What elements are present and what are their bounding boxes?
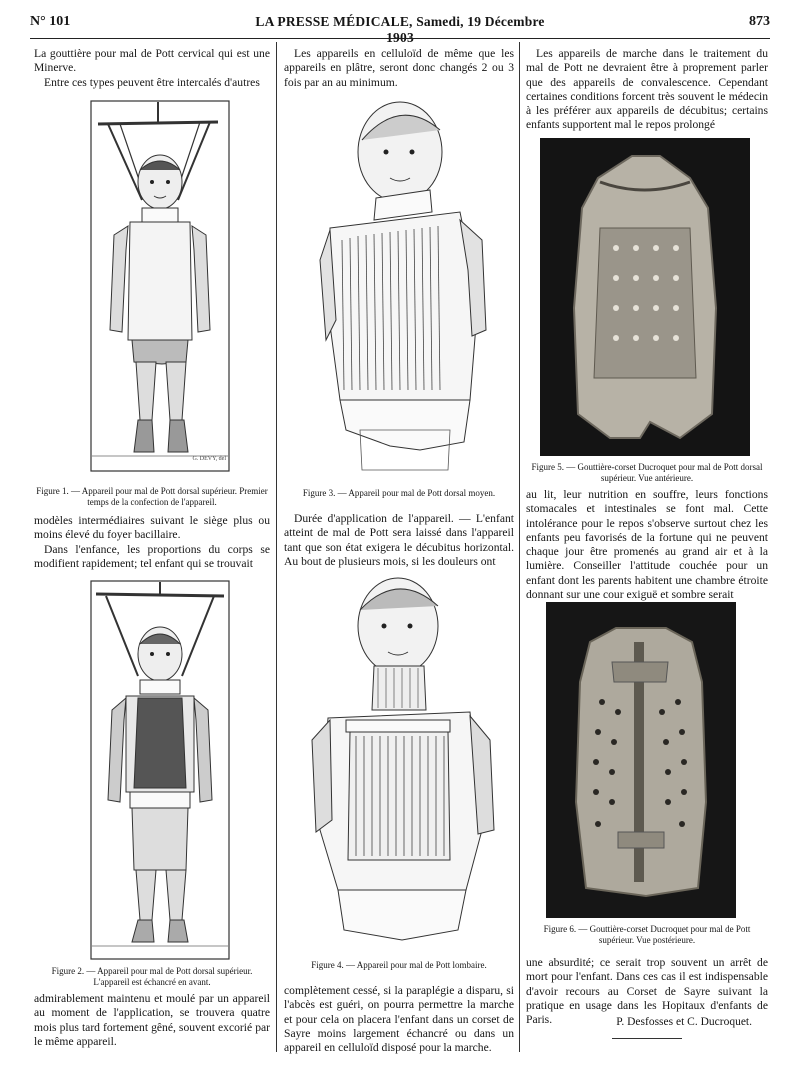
paragraph: au lit, leur nutrition en souffre, leurs fonctions stomacales et intestinales se font mal. Cette intolérance pour le repos s'observe surtout chez les enfants peu favorisés de la fortune qui ne peuvent chaque jour être promenés au grand air et à la lumière. Conseiller l'attitude couchée pour un enfant dont les parents habitent une chambre étroite donnant sur une cour exiguë et sombre serait xyxy=(526,488,768,602)
col2-top-text xyxy=(284,47,514,90)
figure-2-illustration xyxy=(90,580,230,960)
figure-3-caption: Figure 3. — Appareil pour mal de Pott dorsal moyen. xyxy=(302,488,496,498)
col1-bottom-text xyxy=(34,992,270,1049)
issue-number: N° 101 xyxy=(30,14,71,29)
paragraph: La gouttière pour mal de Pott cervical qui est une Minerve. xyxy=(34,47,270,75)
figure-1-caption: Figure 1. — Appareil pour mal de Pott dorsal supérieur. Premier temps de la confection de l'appareil. xyxy=(36,486,268,507)
page-number: 873 xyxy=(749,14,770,29)
journal-title: LA PRESSE MÉDICALE, Samedi, 19 Décembre 1903 xyxy=(255,14,545,45)
col1-mid-text xyxy=(34,514,270,571)
paragraph: une absurdité; ce serait trop souvent un arrêt de mort pour l'enfant. Dans ces cas il est indispensable d'avoir recours au Corset de Sayre suivant la pratique en usage dans les Hopitaux d'enfants de Paris. xyxy=(526,956,768,1027)
figure-6-caption: Figure 6. — Gouttière-corset Ducroquet pour mal de Pott supérieur. Vue postérieure. xyxy=(543,924,751,945)
paragraph: Les appareils en celluloïd de même que les appareils en plâtre, seront donc changés 2 ou 3 fois par an au minimum. xyxy=(284,47,514,89)
figure-1-illustration xyxy=(90,100,230,472)
paragraph: Durée d'application de l'appareil. — L'enfant atteint de mal de Pott sera laissé dans l'appareil tant que son état exigera le décubitus horizontal. Au bout de plusieurs mois, si les douleurs ont xyxy=(284,512,514,568)
figure-5-photograph xyxy=(540,138,750,456)
engraver-signature: G. DEVY, del xyxy=(192,456,226,462)
col2-mid-text xyxy=(284,512,514,569)
header-rule xyxy=(30,38,770,39)
paragraph: complètement cessé, si la paraplégie a disparu, si l'abcès est guéri, on pourra permettre la marche et pour cela on placera l'enfant dans un corset de Sayre moins largement échancré ou dans un appareil en celluloïd disposé pour la marche. xyxy=(284,984,514,1055)
figure-2-caption: Figure 2. — Appareil pour mal de Pott dorsal supérieur. L'appareil est échancré en avant. xyxy=(51,966,253,987)
col2-bottom-text xyxy=(284,984,514,1055)
end-rule xyxy=(612,1038,682,1039)
column-separator xyxy=(519,42,520,1052)
col3-top-text xyxy=(526,47,768,133)
paragraph: Entre ces types peuvent être intercalés d'autres xyxy=(44,75,260,89)
figure-3-illustration xyxy=(300,100,500,476)
col1-top-text xyxy=(34,47,270,90)
column-separator xyxy=(276,42,277,1052)
paragraph: Les appareils de marche dans le traitement du mal de Pott ne devraient être à proprement parler que des appareils de convalescence. Cependant certaines conditions forcent très souvent le médecin à les préférer aux appareils de décubitus; certains enfants supportent mal le repos prolongé xyxy=(526,47,768,132)
figure-4-illustration xyxy=(298,570,504,950)
paragraph: modèles intermédiaires suivant le siège plus ou moins élevé du foyer bacillaire. xyxy=(34,514,270,542)
paragraph: admirablement maintenu et moulé par un appareil au moment de l'application, se trouvera quatre mois plus tard fortement gêné, souvent excorié par le même appareil. xyxy=(34,992,270,1048)
col3-mid-text xyxy=(526,488,768,602)
authors-signature: P. Desfosses et C. Ducroquet. xyxy=(616,1016,752,1028)
paragraph: Dans l'enfance, les proportions du corps se modifient rapidement; tel enfant qui se trouvait xyxy=(34,542,270,570)
figure-6-photograph xyxy=(546,602,736,918)
figure-4-caption: Figure 4. — Appareil pour mal de Pott lombaire. xyxy=(311,960,487,970)
figure-5-caption: Figure 5. — Gouttière-corset Ducroquet pour mal de Pott dorsal supérieur. Vue antérieure. xyxy=(531,462,763,483)
